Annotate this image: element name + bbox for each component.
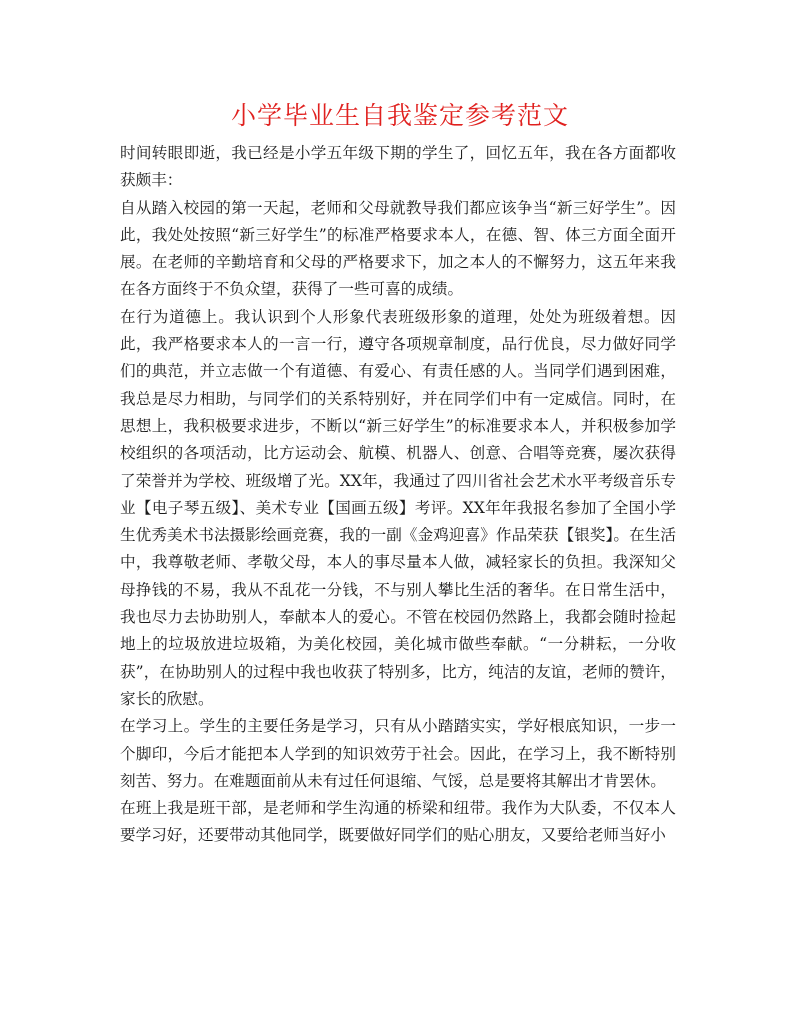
document-title: 小学毕业生自我鉴定参考范文	[230, 101, 569, 130]
paragraph-intro: 时间转眼即逝，我已经是小学五年级下期的学生了，回忆五年，我在各方面都收获颇丰：	[120, 144, 676, 190]
paragraph-conduct: 在行为道德上。我认识到个人形象代表班级形象的道理，处处为班级着想。因此，我严格要求本人的一言一行，遵守各项规章制度，品行优良，尽力做好同学们的典范，并立志做一个有道德、有爱心、有责任感的人。当同学们遇到困难，我总是尽力相助，与同学们的关系特别好，并在同学们中有一定威信。同时，在思想上，我积极要求进步，不断以“新三好学生”的标准要求本人，并积极参加学校组织的各项活动，比方运动会、航模、机器人、创意、合唱等竞赛，屡次获得了荣誉并为学校、班级增了光。XX年，我通过了四川省社会艺术水平考级音乐专业【电子琴五级】、美术专业【国画五级】考评。XX年年我报名参加了全国小学生优秀美术书法摄影绘画竞赛，我的一副《金鸡迎喜》作品荣获【银奖】。在生活中，我尊敬老师、孝敬父母，本人的事尽量本人做，减轻家长的负担。我深知父母挣钱的不易，我从不乱花一分钱，不与别人攀比生活的奢华。在日常生活中，我也尽力去协助别人，奉献本人的爱心。不管在校园仍然路上，我都会随时捡起地上的垃圾放进垃圾箱，为美化校园，美化城市做些奉献。“一分耕耘，一分收获”，在协助别人的过程中我也收获了特别多，比方，纯洁的友谊，老师的赞许，家长的欣慰。	[120, 307, 676, 708]
paragraph-overview: 自从踏入校园的第一天起，老师和父母就教导我们都应该争当“新三好学生”。因此，我处处按照“新三好学生”的标准严格要求本人，在德、智、体三方面全面开展。在老师的辛勤培育和父母的严格要求下，加之本人的不懈努力，这五年来我在各方面终于不负众望，获得了一些可喜的成绩。	[120, 198, 676, 299]
paragraph-study: 在学习上。学生的主要任务是学习，只有从小踏踏实实，学好根底知识，一步一个脚印，今后才能把本人学到的知识效劳于社会。因此，在学习上，我不断特别刻苦、努力。在难题面前从未有过任何退缩、气馁，总是要将其解出才肯罢休。	[120, 717, 676, 790]
document-body	[120, 140, 676, 850]
paragraph-class-cadre: 在班上我是班干部，是老师和学生沟通的桥梁和纽带。我作为大队委，不仅本人要学习好，还要带动其他同学，既要做好同学们的贴心朋友，又要给老师当好小	[120, 799, 676, 845]
